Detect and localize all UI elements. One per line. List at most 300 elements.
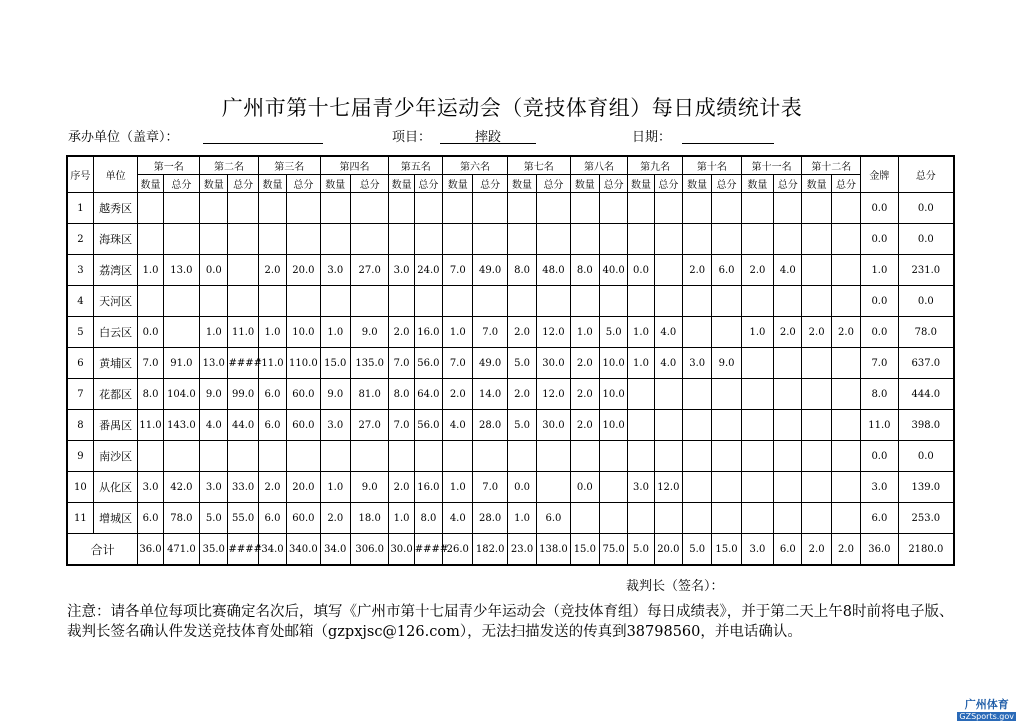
score-cell: 30.0 — [537, 348, 570, 379]
score-cell — [831, 503, 860, 534]
table-row — [67, 193, 954, 224]
header-count: 数量 — [389, 175, 414, 193]
score-cell — [350, 224, 388, 255]
row-index: 2 — [67, 224, 93, 255]
header-count: 数量 — [200, 175, 228, 193]
header-score: 总分 — [163, 175, 199, 193]
count-cell — [802, 503, 831, 534]
stats-table — [66, 155, 955, 566]
count-cell — [200, 224, 228, 255]
score-cell — [654, 255, 682, 286]
score-cell — [600, 441, 628, 472]
score-cell — [774, 193, 802, 224]
score-cell — [537, 472, 570, 503]
score-cell: 9.0 — [350, 317, 388, 348]
score-cell — [654, 503, 682, 534]
score-cell: 10.0 — [287, 317, 320, 348]
totals-score-cell: 138.0 — [537, 534, 570, 566]
score-cell: 14.0 — [473, 379, 507, 410]
count-cell: 2.0 — [389, 317, 414, 348]
score-cell — [537, 441, 570, 472]
gold-cell: 1.0 — [861, 255, 898, 286]
table-row — [67, 472, 954, 503]
score-cell — [473, 441, 507, 472]
count-cell: 6.0 — [138, 503, 163, 534]
count-cell: 2.0 — [507, 317, 536, 348]
header-place-8: 第八名 — [570, 156, 628, 175]
row-index: 6 — [67, 348, 93, 379]
score-cell: 16.0 — [414, 472, 442, 503]
header-score: 总分 — [654, 175, 682, 193]
count-cell — [741, 379, 773, 410]
count-cell — [628, 379, 654, 410]
count-cell — [802, 224, 831, 255]
score-cell — [350, 193, 388, 224]
count-cell: 2.0 — [570, 348, 599, 379]
count-cell — [628, 441, 654, 472]
score-cell — [654, 410, 682, 441]
score-cell: 42.0 — [163, 472, 199, 503]
count-cell: 11.0 — [138, 410, 163, 441]
count-cell: 15.0 — [320, 348, 350, 379]
count-cell: 5.0 — [200, 503, 228, 534]
count-cell — [200, 193, 228, 224]
score-cell: 27.0 — [350, 410, 388, 441]
count-cell — [683, 441, 712, 472]
row-index: 7 — [67, 379, 93, 410]
totals-count-cell: 3.0 — [741, 534, 773, 566]
count-cell — [320, 193, 350, 224]
count-cell: 4.0 — [443, 503, 473, 534]
count-cell: 2.0 — [741, 255, 773, 286]
score-cell — [712, 441, 741, 472]
header-gold: 金牌 — [861, 156, 898, 193]
score-cell — [712, 503, 741, 534]
score-cell — [414, 286, 442, 317]
score-cell: 7.0 — [473, 317, 507, 348]
totals-count-cell: 15.0 — [570, 534, 599, 566]
header-total: 总分 — [898, 156, 954, 193]
count-cell — [320, 286, 350, 317]
row-index: 3 — [67, 255, 93, 286]
count-cell: 1.0 — [507, 503, 536, 534]
count-cell: 2.0 — [320, 503, 350, 534]
totals-count-cell: 26.0 — [443, 534, 473, 566]
score-cell: 81.0 — [350, 379, 388, 410]
count-cell — [741, 410, 773, 441]
score-cell — [831, 379, 860, 410]
score-cell: 10.0 — [600, 379, 628, 410]
count-cell — [258, 286, 286, 317]
row-unit: 黄埔区 — [93, 348, 138, 379]
count-cell: 13.0 — [200, 348, 228, 379]
totals-score-cell: 15.0 — [712, 534, 741, 566]
referee-signature-label: 裁判长（签名）： — [626, 579, 724, 594]
header-place-5: 第五名 — [389, 156, 443, 175]
count-cell: 4.0 — [200, 410, 228, 441]
count-cell — [258, 193, 286, 224]
count-cell — [200, 286, 228, 317]
header-place-4: 第四名 — [320, 156, 389, 175]
score-cell: 10.0 — [600, 410, 628, 441]
total-cell: 637.0 — [898, 348, 954, 379]
score-cell — [712, 472, 741, 503]
count-cell: 5.0 — [507, 348, 536, 379]
count-cell: 1.0 — [443, 317, 473, 348]
row-unit: 海珠区 — [93, 224, 138, 255]
count-cell: 6.0 — [258, 503, 286, 534]
count-cell: 1.0 — [741, 317, 773, 348]
score-cell — [537, 286, 570, 317]
score-cell: 5.0 — [600, 317, 628, 348]
score-cell: 4.0 — [654, 317, 682, 348]
score-cell — [774, 441, 802, 472]
score-cell — [228, 286, 258, 317]
total-cell: 0.0 — [898, 441, 954, 472]
count-cell — [507, 441, 536, 472]
header-score: 总分 — [473, 175, 507, 193]
gold-cell: 0.0 — [861, 193, 898, 224]
totals-score-cell: 340.0 — [287, 534, 320, 566]
total-cell: 0.0 — [898, 193, 954, 224]
count-cell: 2.0 — [802, 317, 831, 348]
count-cell: 8.0 — [570, 255, 599, 286]
count-cell: 0.0 — [570, 472, 599, 503]
score-cell — [831, 286, 860, 317]
count-cell: 7.0 — [389, 410, 414, 441]
count-cell — [741, 472, 773, 503]
score-cell — [831, 348, 860, 379]
score-cell: 60.0 — [287, 379, 320, 410]
count-cell: 7.0 — [389, 348, 414, 379]
count-cell — [802, 441, 831, 472]
count-cell — [741, 193, 773, 224]
score-cell: 56.0 — [414, 348, 442, 379]
score-cell: 104.0 — [163, 379, 199, 410]
score-cell — [414, 224, 442, 255]
count-cell — [628, 286, 654, 317]
row-index: 1 — [67, 193, 93, 224]
count-cell: 6.0 — [258, 410, 286, 441]
site-watermark — [957, 696, 1016, 721]
score-cell: 143.0 — [163, 410, 199, 441]
count-cell — [138, 193, 163, 224]
row-index: 5 — [67, 317, 93, 348]
count-cell — [683, 224, 712, 255]
score-cell — [654, 224, 682, 255]
gold-cell: 11.0 — [861, 410, 898, 441]
score-cell — [287, 224, 320, 255]
gold-cell: 0.0 — [861, 224, 898, 255]
score-cell: 12.0 — [537, 379, 570, 410]
count-cell: 2.0 — [389, 472, 414, 503]
table-row — [67, 286, 954, 317]
score-cell — [228, 255, 258, 286]
count-cell: 0.0 — [507, 472, 536, 503]
totals-score-cell: 306.0 — [350, 534, 388, 566]
row-index: 4 — [67, 286, 93, 317]
score-cell: 78.0 — [163, 503, 199, 534]
header-count: 数量 — [570, 175, 599, 193]
count-cell — [683, 410, 712, 441]
instructions-note: 注意：请各单位每项比赛确定名次后，填写《广州市第十七届青少年运动会（竞技体育组）每日成绩表》，并于第二天上午8时前将电子版、裁判长签名确认件发送竞技体育处邮箱（gzpxjsc@126.com），无法扫描发送的传真到38798560，并电话确认。 — [67, 604, 954, 640]
count-cell: 7.0 — [443, 255, 473, 286]
score-cell — [654, 441, 682, 472]
table-row — [67, 379, 954, 410]
score-cell — [774, 410, 802, 441]
score-cell — [414, 193, 442, 224]
header-count: 数量 — [443, 175, 473, 193]
totals-count-cell: 36.0 — [138, 534, 163, 566]
count-cell — [389, 441, 414, 472]
gold-cell: 8.0 — [861, 379, 898, 410]
count-cell — [802, 410, 831, 441]
totals-count-cell: 34.0 — [320, 534, 350, 566]
score-cell: 27.0 — [350, 255, 388, 286]
score-cell: 18.0 — [350, 503, 388, 534]
row-unit: 番禺区 — [93, 410, 138, 441]
count-cell: 6.0 — [258, 379, 286, 410]
totals-score-cell: 182.0 — [473, 534, 507, 566]
count-cell — [628, 193, 654, 224]
count-cell: 3.0 — [683, 348, 712, 379]
score-cell — [163, 441, 199, 472]
header-unit: 单位 — [93, 156, 138, 193]
count-cell: 9.0 — [200, 379, 228, 410]
date-line — [682, 143, 774, 144]
count-cell — [683, 379, 712, 410]
date-label: 日期： — [632, 130, 672, 145]
count-cell — [628, 410, 654, 441]
count-cell — [683, 193, 712, 224]
count-cell — [389, 193, 414, 224]
count-cell — [628, 503, 654, 534]
totals-score-cell: #### — [228, 534, 258, 566]
organizer-label: 承办单位（盖章）： — [68, 130, 179, 145]
watermark-cn: 广州体育 — [964, 698, 1009, 711]
score-cell — [287, 193, 320, 224]
count-cell — [443, 441, 473, 472]
header-count: 数量 — [507, 175, 536, 193]
score-cell — [163, 317, 199, 348]
header-score: 总分 — [831, 175, 860, 193]
count-cell: 2.0 — [507, 379, 536, 410]
count-cell — [683, 286, 712, 317]
totals-count-cell: 34.0 — [258, 534, 286, 566]
score-cell: 13.0 — [163, 255, 199, 286]
score-cell — [712, 317, 741, 348]
score-cell — [228, 224, 258, 255]
count-cell: 2.0 — [258, 472, 286, 503]
totals-score-cell: #### — [414, 534, 442, 566]
count-cell — [683, 503, 712, 534]
score-cell: 4.0 — [774, 255, 802, 286]
count-cell: 1.0 — [320, 472, 350, 503]
count-cell: 0.0 — [628, 255, 654, 286]
count-cell — [683, 317, 712, 348]
totals-count-cell: 23.0 — [507, 534, 536, 566]
score-cell — [537, 193, 570, 224]
score-cell — [774, 503, 802, 534]
score-cell: 28.0 — [473, 503, 507, 534]
row-unit: 白云区 — [93, 317, 138, 348]
count-cell — [258, 441, 286, 472]
score-cell: 99.0 — [228, 379, 258, 410]
score-cell — [473, 224, 507, 255]
score-cell — [600, 472, 628, 503]
score-cell: 20.0 — [287, 472, 320, 503]
count-cell: 1.0 — [200, 317, 228, 348]
totals-count-cell: 5.0 — [628, 534, 654, 566]
info-row — [0, 126, 1024, 146]
totals-score-cell: 2.0 — [831, 534, 860, 566]
count-cell: 3.0 — [138, 472, 163, 503]
table-row — [67, 410, 954, 441]
score-cell — [163, 224, 199, 255]
count-cell: 1.0 — [628, 348, 654, 379]
count-cell — [570, 286, 599, 317]
row-unit: 从化区 — [93, 472, 138, 503]
total-cell: 0.0 — [898, 224, 954, 255]
header-count: 数量 — [258, 175, 286, 193]
header-place-3: 第三名 — [258, 156, 320, 175]
count-cell: 0.0 — [138, 317, 163, 348]
count-cell: 0.0 — [200, 255, 228, 286]
header-place-1: 第一名 — [138, 156, 200, 175]
count-cell — [138, 441, 163, 472]
header-score: 总分 — [537, 175, 570, 193]
total-cell: 0.0 — [898, 286, 954, 317]
score-cell — [654, 379, 682, 410]
score-cell: 12.0 — [654, 472, 682, 503]
table-body — [67, 193, 954, 534]
score-cell: 2.0 — [831, 317, 860, 348]
count-cell: 7.0 — [138, 348, 163, 379]
score-cell: 24.0 — [414, 255, 442, 286]
header-count: 数量 — [802, 175, 831, 193]
score-cell — [600, 286, 628, 317]
count-cell: 4.0 — [443, 410, 473, 441]
table-header — [67, 156, 954, 193]
table-row — [67, 255, 954, 286]
header-place-2: 第二名 — [200, 156, 259, 175]
count-cell — [200, 441, 228, 472]
score-cell: 28.0 — [473, 410, 507, 441]
score-cell — [831, 193, 860, 224]
score-cell: 33.0 — [228, 472, 258, 503]
score-cell — [712, 193, 741, 224]
score-cell — [287, 441, 320, 472]
total-cell: 78.0 — [898, 317, 954, 348]
totals-label: 合计 — [67, 534, 138, 566]
score-cell: 49.0 — [473, 348, 507, 379]
count-cell — [802, 472, 831, 503]
score-cell — [774, 472, 802, 503]
header-count: 数量 — [320, 175, 350, 193]
count-cell: 1.0 — [570, 317, 599, 348]
count-cell: 8.0 — [138, 379, 163, 410]
total-cell: 398.0 — [898, 410, 954, 441]
count-cell — [320, 441, 350, 472]
header-place-7: 第七名 — [507, 156, 570, 175]
count-cell: 5.0 — [507, 410, 536, 441]
score-cell — [600, 503, 628, 534]
header-score: 总分 — [414, 175, 442, 193]
row-unit: 天河区 — [93, 286, 138, 317]
score-cell — [831, 224, 860, 255]
score-cell: 7.0 — [473, 472, 507, 503]
score-cell: 56.0 — [414, 410, 442, 441]
count-cell: 11.0 — [258, 348, 286, 379]
score-cell — [163, 286, 199, 317]
totals-count-cell: 35.0 — [200, 534, 228, 566]
totals-gold-cell: 36.0 — [861, 534, 898, 566]
table-row — [67, 317, 954, 348]
score-cell — [414, 441, 442, 472]
count-cell: 1.0 — [389, 503, 414, 534]
gold-cell: 0.0 — [861, 441, 898, 472]
count-cell: 1.0 — [138, 255, 163, 286]
count-cell: 2.0 — [443, 379, 473, 410]
score-cell: 11.0 — [228, 317, 258, 348]
score-cell — [600, 224, 628, 255]
score-cell — [774, 379, 802, 410]
count-cell — [741, 348, 773, 379]
score-cell: 20.0 — [287, 255, 320, 286]
count-cell — [443, 224, 473, 255]
count-cell — [389, 224, 414, 255]
row-unit: 南沙区 — [93, 441, 138, 472]
header-score: 总分 — [774, 175, 802, 193]
totals-score-cell: 471.0 — [163, 534, 199, 566]
count-cell — [507, 224, 536, 255]
header-place-6: 第六名 — [443, 156, 508, 175]
row-unit: 越秀区 — [93, 193, 138, 224]
score-cell — [774, 224, 802, 255]
score-cell: 49.0 — [473, 255, 507, 286]
header-count: 数量 — [683, 175, 712, 193]
count-cell — [802, 255, 831, 286]
count-cell: 9.0 — [320, 379, 350, 410]
score-cell: 12.0 — [537, 317, 570, 348]
table-footer — [67, 534, 954, 566]
score-cell: 4.0 — [654, 348, 682, 379]
event-value: 摔跤 — [474, 130, 501, 145]
totals-count-cell: 2.0 — [802, 534, 831, 566]
score-cell: 8.0 — [414, 503, 442, 534]
count-cell — [741, 286, 773, 317]
score-cell — [712, 410, 741, 441]
count-cell: 2.0 — [683, 255, 712, 286]
score-cell: 91.0 — [163, 348, 199, 379]
count-cell: 3.0 — [200, 472, 228, 503]
gold-cell: 7.0 — [861, 348, 898, 379]
header-score: 总分 — [287, 175, 320, 193]
count-cell — [507, 286, 536, 317]
total-cell: 139.0 — [898, 472, 954, 503]
count-cell — [802, 286, 831, 317]
score-cell: 110.0 — [287, 348, 320, 379]
count-cell: 8.0 — [507, 255, 536, 286]
score-cell — [228, 193, 258, 224]
score-cell: 6.0 — [537, 503, 570, 534]
score-cell: 64.0 — [414, 379, 442, 410]
score-cell: 10.0 — [600, 348, 628, 379]
count-cell — [258, 224, 286, 255]
score-cell: 9.0 — [712, 348, 741, 379]
count-cell: 2.0 — [570, 379, 599, 410]
header-count: 数量 — [628, 175, 654, 193]
